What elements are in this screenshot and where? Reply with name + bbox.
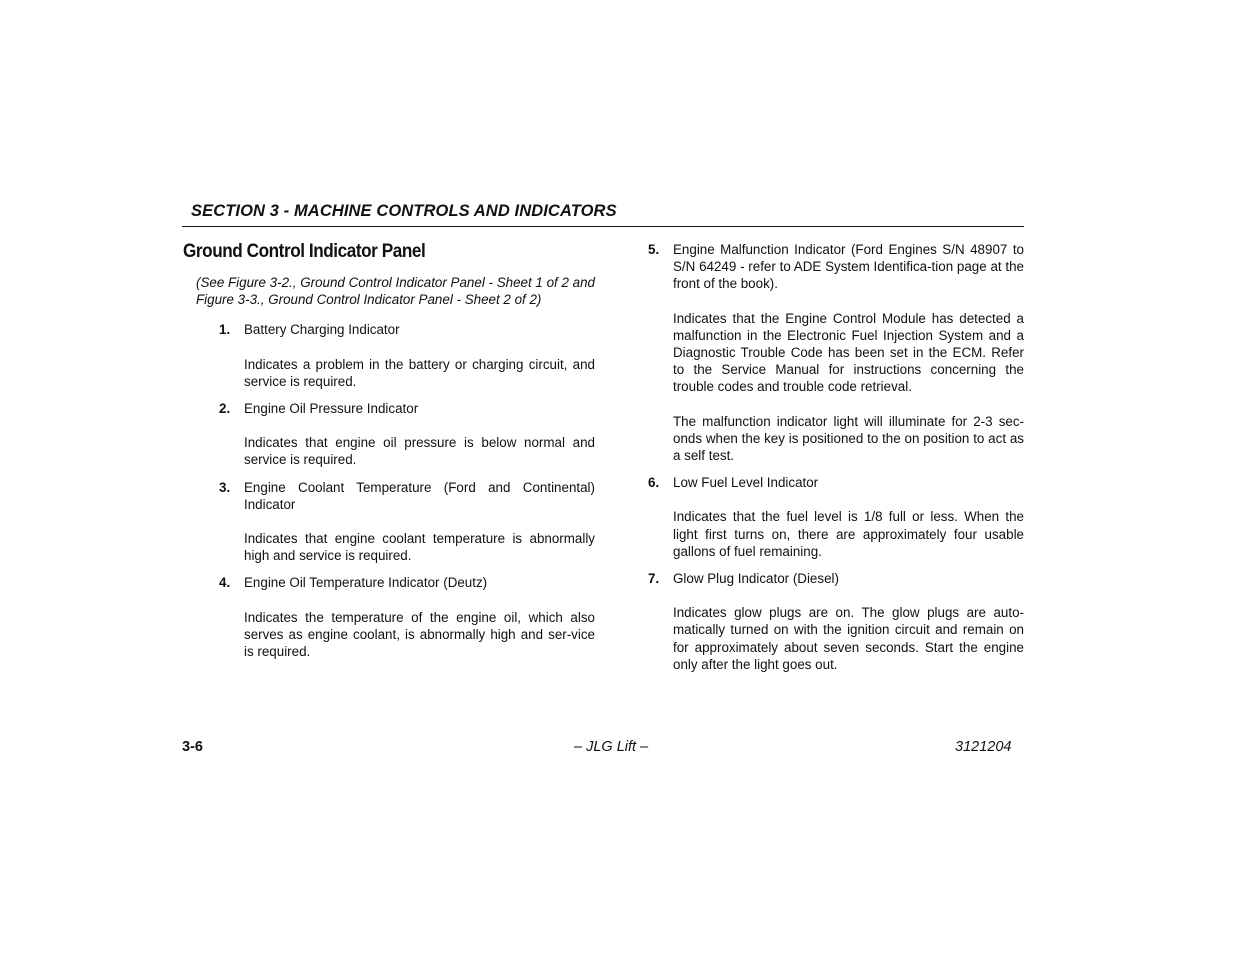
footer-publisher: – JLG Lift –: [574, 739, 649, 755]
item-description: Indicates glow plugs are on. The glow plugs are auto-matically turned on with the ignition circuit and remain on for approximately about seven seconds. Start the engine only after the light goes out.: [673, 605, 1024, 672]
indicator-item-1: [183, 321, 595, 390]
indicator-item-2: [183, 400, 595, 469]
item-number: 7.: [648, 571, 660, 587]
item-number: 6.: [648, 475, 660, 491]
item-title: Engine Malfunction Indicator (Ford Engines S/N 48907 to S/N 64249 - refer to ADE System Identifica-tion page at the front of the book).: [673, 242, 1024, 292]
item-title: Battery Charging Indicator: [244, 322, 400, 338]
item-description: Indicates that the fuel level is 1/8 full or less. When the light first turns on, there are approximately four usable gallons of fuel remaining.: [673, 509, 1024, 559]
item-title: Low Fuel Level Indicator: [673, 475, 819, 491]
indicator-item-6: [647, 474, 1024, 560]
page-number: 3-6: [182, 739, 203, 755]
item-description: Indicates a problem in the battery or charging circuit, and service is required.: [244, 356, 595, 389]
indicator-item-3: [183, 479, 595, 565]
indicator-item-5: [647, 241, 1024, 464]
item-number: 3.: [219, 479, 231, 495]
item-number: 1.: [219, 322, 231, 338]
indicator-item-7: [647, 570, 1024, 673]
item-title: Engine Oil Pressure Indicator: [244, 401, 419, 417]
item-title: Glow Plug Indicator (Diesel): [673, 571, 839, 587]
item-number: 4.: [219, 575, 231, 591]
left-column: [183, 238, 595, 670]
header-rule: [182, 226, 1024, 227]
document-number: 3121204: [955, 739, 1012, 755]
item-title: Engine Oil Temperature Indicator (Deutz): [244, 575, 488, 591]
item-description: Indicates that engine oil pressure is below normal and service is required.: [244, 435, 595, 468]
item-title: Engine Coolant Temperature (Ford and Continental) Indicator: [244, 479, 595, 512]
figure-reference: (See Figure 3-2., Ground Control Indicator Panel - Sheet 1 of 2 and Figure 3-3., Ground Control Indicator Panel - Sheet 2 of 2): [196, 275, 595, 308]
item-description: The malfunction indicator light will illuminate for 2-3 sec-onds when the key is positioned to the on position to act as a self test.: [673, 413, 1024, 464]
item-description: Indicates the temperature of the engine oil, which also serves as engine coolant, is abnormally high and ser-vice is required.: [244, 609, 595, 660]
item-description: Indicates that the Engine Control Module has detected a malfunction in the Electronic Fuel Injection System and a Diagnostic Trouble Code has been set in the ECM. Refer to the Service Manual for instructions concerning the trouble codes and trouble code retrieval.: [673, 310, 1024, 395]
item-description: Indicates that engine coolant temperature is abnormally high and service is required.: [244, 531, 595, 564]
section-header: SECTION 3 - MACHINE CONTROLS AND INDICATORS: [191, 202, 617, 220]
indicator-item-4: [183, 574, 595, 660]
item-number: 5.: [648, 242, 660, 257]
right-column: [647, 241, 1024, 683]
item-number: 2.: [219, 401, 231, 417]
panel-title: Ground Control Indicator Panel: [183, 240, 426, 262]
